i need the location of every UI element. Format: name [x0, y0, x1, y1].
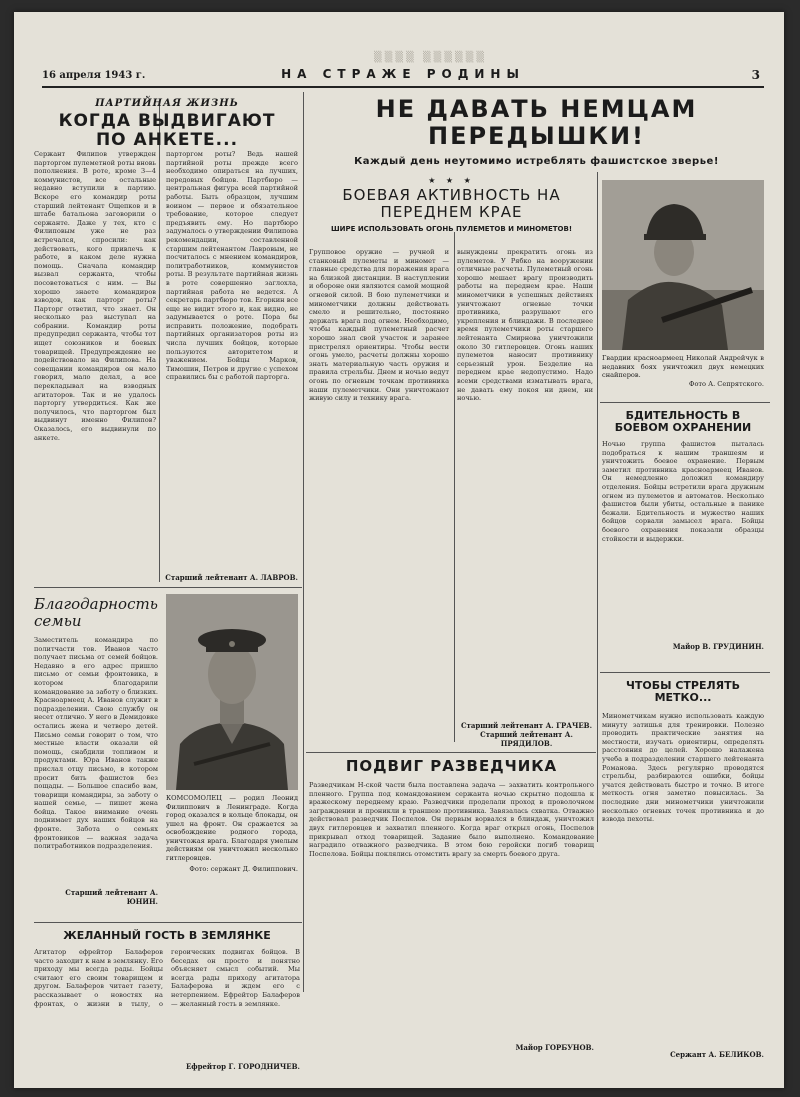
portrait-image	[166, 594, 298, 790]
section-rule	[600, 402, 770, 403]
article-vigilance	[602, 406, 764, 668]
article-gratitude	[34, 592, 158, 920]
article-guest	[34, 926, 300, 1076]
headline-gratitude: Благодарность семьи	[34, 595, 158, 630]
headline-guest: ЖЕЛАННЫЙ ГОСТЬ В ЗЕМЛЯНКЕ	[63, 929, 271, 942]
article-aim-text: Минометчикам нужно использовать каждую минуту затишья для тренировки. Полезно проводить практические занятия на местности, изучать ориентиры, определять расстояния до целей. Хорошо налажена учеба в подразделении старшего лейтенанта Романова. Здесь регулярно проводятся стрельбы, разбираются ошибки, бойцы учатся действовать быстро и точно. В итоге меткость огня заметно повысилась. За последние дни минометчики уничтожили несколько огневых точек противника и до взвода пехоты.	[602, 712, 764, 824]
photo-komsomolets-caption-block	[166, 794, 298, 918]
headline-anketa: КОГДА ВЫДВИГАЮТ ПО АНКЕТЕ...	[58, 111, 276, 150]
issue-date: 16 апреля 1943 г.	[42, 70, 146, 81]
page-number: 3	[751, 68, 760, 82]
article-anketa-col2: парторгом роты? Ведь нашей партийной роты прежде всего необходимо опираться на лучших, передовых бойцов. Партбюро — центральная фигура всей партийной работы. Быть образцом, лучшим воином — первое и обязательное требование, которое следует предъявить ему. Но партбюро задумалось о утверждении Филипова рекомендации, составленной старшим лейтенантом Лавровым, не посчиталось с мнением командиров, политработников, коммунистов роты. В результате партийная жизнь в роте совершенно заглохла, партийная работа не ведется. А секретарь партбюро тов. Егоркин все еще не видит этого и, как видно, не задумывается о роте. Пора бы исправить положение, подобрать партийных организаторов роты из числа лучших бойцов, которые пользуются авторитетом и уважением. Бойцы Марков, Тимошин, Петров и другие с успехом справились бы с работой парторга.	[166, 150, 298, 382]
signature-belikov: Сержант А. БЕЛИКОВ.	[670, 1050, 764, 1059]
photo-gunner	[602, 180, 764, 350]
article-guest-text: Агитатор ефрейтор Балаферов часто заходит к нам в землянку. Его приходу мы всегда рады. Бойцы считают его своим товарищем и другом. Балаферов читает газету, рассказывает о новостях на фронтах, о жизни в тылу, о героических подвигах бойцов. В беседах он просто и понятно объясняет смысл событий. Мы всегда рады приходу агитатора Балаферова и ждем его с нетерпением. Ефрейтор Балаферов — желанный гость в землянке.	[34, 948, 300, 1008]
signature-gorodnichev: Ефрейтор Г. ГОРОДНИЧЕВ.	[185, 1062, 300, 1071]
banner-slogan: Каждый день неутомимо истреблять фашистское зверье!	[354, 156, 719, 167]
newspaper-name: НА СТРАЖЕ РОДИНЫ	[281, 67, 525, 81]
headline-scout: ПОДВИГ РАЗВЕДЧИКА	[345, 757, 558, 775]
bleed-through-decoration: ▒▒▒▒ ▒▒▒▒▒▒	[374, 52, 488, 63]
decorative-stars: ★ ★ ★	[428, 176, 475, 185]
signature-grudinin: Майор В. ГРУДИНИН.	[672, 642, 764, 651]
article-activity	[309, 176, 594, 750]
kicker-activity: ШИРЕ ИСПОЛЬЗОВАТЬ ОГОНЬ ПУЛЕМЕТОВ И МИНОМЕТОВ!	[330, 225, 573, 233]
signature-grachev-pryadilov: Старший лейтенант А. ГРАЧЕВ. Старший лейтенант А. ПРЯДИЛОВ.	[460, 721, 593, 748]
section-rule	[306, 752, 596, 753]
signature-yunin: Старший лейтенант А. ЮНИН.	[65, 888, 158, 906]
article-activity-col1: Групповое оружие — ручной и станковый пулеметы и миномет — главные средства для поражения врага на близкой дистанции. В наступлении и обороне они являются самой мощной огневой силой. В бою пулеметчики и минометчики должны действовать смело и решительно, постоянно держать врага под огнем. Необходимо, чтобы каждый пулеметный расчет хорошо знал свой участок и заранее пристрелял ориентиры. Чтобы вести огонь умело, расчеты должны хорошо знать материальную часть оружия и правила стрельбы. Днем и ночью ведут огонь по огневым точкам противника наши пулеметчики. Они уничтожают живую силу и технику врага.	[309, 248, 449, 403]
headline-aim: ЧТОБЫ СТРЕЛЯТЬ МЕТКО...	[625, 679, 740, 704]
article-activity-col2: вынуждены прекратить огонь из пулеметов. У Рябко на вооружении отличные расчеты. Пулеметный огонь хорошо мешает врагу производить работы на переднем крае. Наши минометчики в успешных действиях уничтожают огневые точки противника, разрушают его укрепления и блиндажи. В последнее время пулеметчики роты старшего лейтенанта Смирнова уничтожили около 30 гитлеровцев. Огонь наших пулеметов наносит противнику серьезный урон. Безделие на переднем крае недопустимо. Надо всеми средствами изматывать врага, не давать ему покоя ни днем, ни ночью.	[457, 248, 593, 403]
column-rule	[303, 92, 304, 992]
photo-komsomolets-credit: Фото: сержант Д. Филиппович.	[189, 865, 298, 873]
photo-gunner-caption: Гвардии красноармеец Николай Андрейчук в недавних боях уничтожил двух немецких снайперов.	[602, 354, 764, 379]
rubric-party-life: ПАРТИЙНАЯ ЖИЗНЬ	[95, 98, 239, 109]
banner-headline: НЕ ДАВАТЬ НЕМЦАМ ПЕРЕДЫШКИ!	[375, 95, 698, 150]
article-gratitude-text: Заместитель командира по политчасти тов. Иванов часто получает письма от семей бойцов. Недавно в его адрес пришло письмо от семьи фронтовика, в котором благодарили командование за заботу о близких. Красноармеец А. Иванов служит в подразделении. Свою службу он несет отлично. У него в Демидовке остались жена и четверо детей. Письмо семьи говорит о том, что местные власти оказали ей помощь, снабдили топливом и продуктами. Юра Иванов также прислал отцу письмо, в котором просит бить фашистов без пощады. — Большое спасибо вам, товарищи командиры, за заботу о нашей семье, — пишет жена бойца. Такое внимание очень поднимает дух наших бойцов на фронте. Забота о семьях фронтовиков — важная задача политработников подразделения.	[34, 636, 158, 851]
article-vigilance-text: Ночью группа фашистов пыталась подобраться к нашим траншеям и уничтожить боевое охранение. Первым заметил противника красноармеец Иванов. Он немедленно доложил командиру отделения. Бойцы встретили врага дружным огнем из пулеметов и автоматов. Несколько фашистов были убиты, остальные в панике бежали. Бдительность и мужество наших бойцов сорвали замысел врага. Бойцы боевого охранения показали образцы стойкости и выдержки.	[602, 440, 764, 543]
newspaper-page	[14, 12, 784, 1088]
photo-gunner-caption-block	[602, 354, 764, 400]
signature-gorbunov: Майор ГОРБУНОВ.	[515, 1043, 594, 1052]
section-rule	[34, 922, 302, 923]
section-rule	[600, 672, 770, 673]
headline-activity: БОЕВАЯ АКТИВНОСТЬ НА ПЕРЕДНЕМ КРАЕ	[342, 186, 561, 221]
signature-lavrov: Старший лейтенант А. ЛАВРОВ.	[165, 573, 298, 582]
article-anketa	[34, 94, 300, 584]
photo-komsomolets-caption: КОМСОМОЛЕЦ — родил Леонид Филиппович в Ленинграде. Когда город оказался в кольце блокады, он ушел на фронт. Он сражается за освобождение родного города, уничтожая врага. Благодаря умелым действиям он уничтожил несколько гитлеровцев.	[166, 794, 298, 862]
section-rule	[34, 587, 302, 588]
article-anketa-col1: Сержант Филипов утвержден парторгом пулеметной роты вновь пополнения. В роте, кроме 3—4 коммунистов, все остальные недавно вступили в партию. Вскоре его командир роты старший лейтенант Ощепков и в штабе батальона заговорили о сержанте. Даже у тех, кто с Филиповым уже не раз встречался, спросили: как действовать, кого привлечь к работе, в каком деле нужна помощь. Сначала командир вызвал сержанта, чтобы посоветоваться с ним. — Вы хорошо знаете командиров взводов, как парторг роты? Парторг ответил, что знает. Он несколько раз выступал на собрании. Командир роты предупредил сержанта, чтобы тот ищет союзников и боевых товарищей. Предупреждение не подействовало на Филипова. На совещании командиров он мало говорил, мало делал, а все перекладывал на взводных агитаторов. Так и не удалось парторгу утвердиться. Как же получилось, что парторгом был выдвинут именно Филипов? Оказалось, его выдвинули по анкете.	[34, 150, 156, 442]
column-rule	[597, 172, 598, 842]
photo-komsomolets	[166, 594, 298, 790]
page-header	[42, 60, 764, 88]
photo-gunner-credit: Фото А. Сепрятского.	[688, 379, 764, 388]
article-aim	[602, 676, 764, 1076]
article-scout-text: Разведчикам Н-ской части была поставлена задача — захватить контрольного пленного. Группа под командованием сержанта ночью скрытно подошла к вражескому переднему краю. Разведчики проделали проход в проволочном заграждении и проникли в траншею противника. Завязалась схватка. Отважно действовал разведчик Поспелов. Он первым ворвался в блиндаж, уничтожил двух гитлеровцев и захватил пленного. Когда враг открыл огонь, Поспелов прикрывал отход товарищей. Задание было выполнено. Командование наградило отважного разведчика. В этом бою геройски погиб товарищ Поспелова. Бойцы поклялись отомстить врагу за смерть боевого друга.	[309, 781, 594, 858]
gunner-image	[602, 180, 764, 350]
headline-vigilance: БДИТЕЛЬНОСТЬ В БОЕВОМ ОХРАНЕНИИ	[614, 409, 752, 434]
article-scout	[309, 756, 594, 1076]
